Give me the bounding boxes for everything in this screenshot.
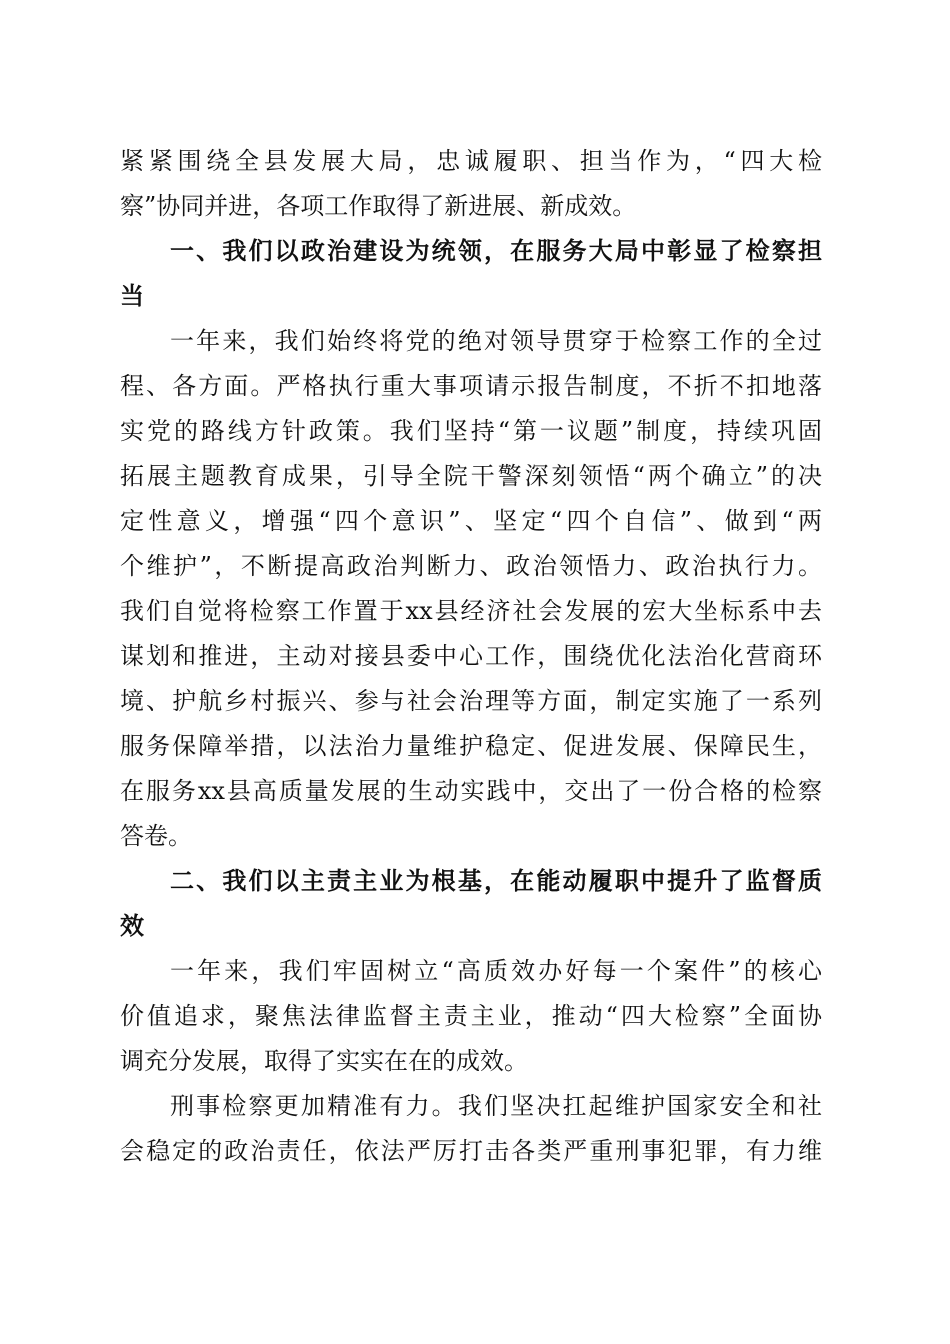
text-line: 定性意义，增强“四个意识”、坚定“四个自信”、做到“两: [120, 507, 822, 535]
text-line: 谋划和推进，主动对接县委中心工作，围绕优化法治化营商环: [120, 642, 822, 670]
text-line: 察”协同并进，各项工作取得了新进展、新成效。: [120, 192, 637, 220]
text-line: 会稳定的政治责任，依法严厉打击各类严重刑事犯罪，有力维: [120, 1137, 822, 1165]
body-paragraph: [120, 319, 822, 859]
text-line: 程、各方面。严格执行重大事项请示报告制度，不折不扣地落: [120, 372, 822, 400]
document-page: [120, 139, 822, 1174]
text-line: 答卷。: [120, 822, 192, 850]
text-line: 我们自觉将检察工作置于xx县经济社会发展的宏大坐标系中去: [120, 597, 822, 625]
text-line: 效: [120, 912, 144, 940]
text-line: 一年来，我们牢固树立“高质效办好每一个案件”的核心: [170, 957, 822, 985]
body-paragraph: [120, 1084, 822, 1174]
text-line: 价值追求，聚焦法律监督主责主业，推动“四大检察”全面协: [120, 1002, 822, 1030]
text-line: 拓展主题教育成果，引导全院干警深刻领悟“两个确立”的决: [120, 462, 822, 490]
text-line: 个维护”，不断提高政治判断力、政治领悟力、政治执行力。: [120, 552, 822, 580]
text-line: 一年来，我们始终将党的绝对领导贯穿于检察工作的全过: [170, 327, 822, 355]
body-paragraph: [120, 949, 822, 1084]
text-line: 境、护航乡村振兴、参与社会治理等方面，制定实施了一系列: [120, 687, 822, 715]
section-heading: [120, 859, 822, 949]
text-line: 一、我们以政治建设为统领，在服务大局中彰显了检察担: [170, 237, 822, 265]
text-line: 当: [120, 282, 144, 310]
text-line: 二、我们以主责主业为根基，在能动履职中提升了监督质: [170, 867, 822, 895]
text-line: 调充分发展，取得了实实在在的成效。: [120, 1047, 528, 1075]
text-line: 在服务xx县高质量发展的生动实践中，交出了一份合格的检察: [120, 777, 822, 805]
body-paragraph: [120, 139, 822, 229]
section-heading: [120, 229, 822, 319]
text-line: 紧紧围绕全县发展大局，忠诚履职、担当作为，“四大检: [120, 147, 822, 175]
text-line: 服务保障举措，以法治力量维护稳定、促进发展、保障民生，: [120, 732, 822, 760]
text-line: 实党的路线方针政策。我们坚持“第一议题”制度，持续巩固: [120, 417, 822, 445]
text-line: 刑事检察更加精准有力。我们坚决扛起维护国家安全和社: [170, 1092, 822, 1120]
